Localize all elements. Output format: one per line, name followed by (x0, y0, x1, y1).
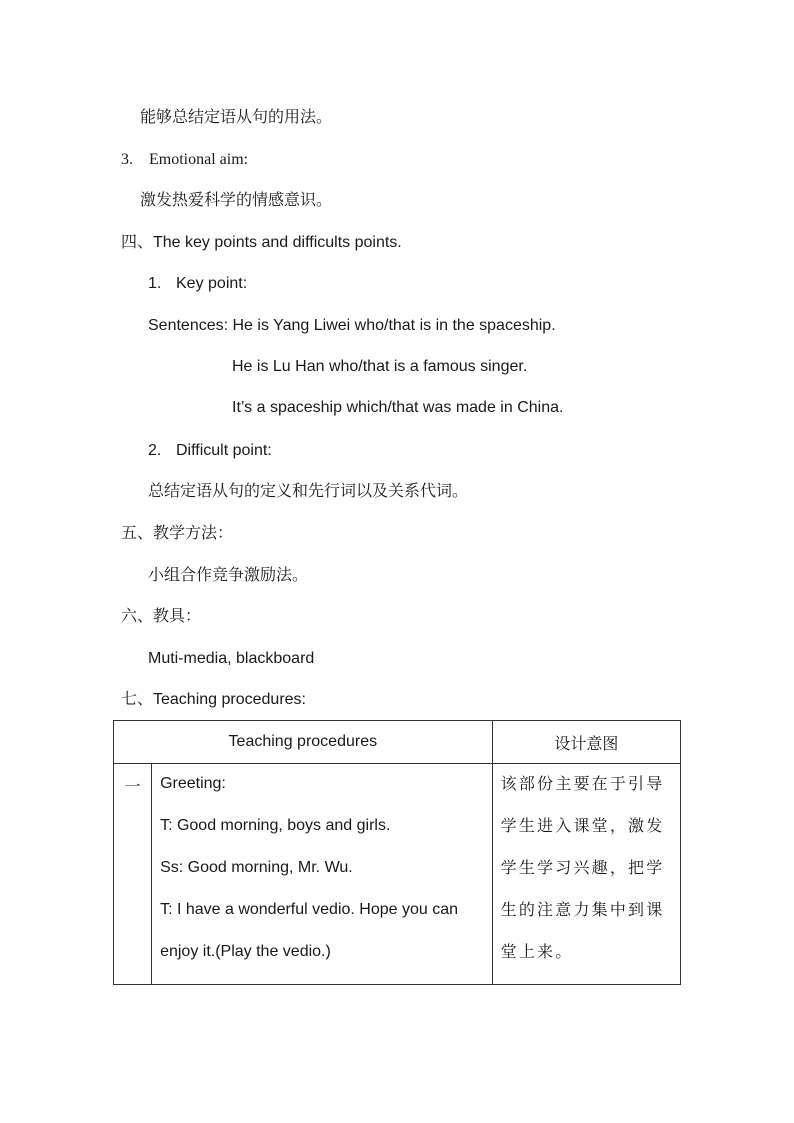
section-seven-heading: 七、Teaching procedures: (121, 691, 306, 708)
teaching-aids-text: Muti-media, blackboard (148, 650, 315, 667)
intent-line: 该部份主要在于引导 (500, 776, 665, 793)
difficult-point-heading (148, 441, 272, 461)
header-teaching-procedures: Teaching procedures (114, 721, 493, 764)
procedure-line: enjoy it.(Play the vedio.) (160, 943, 331, 960)
procedure-cell (152, 764, 493, 985)
procedure-line: T: I have a wonderful vedio. Hope you can (160, 901, 459, 918)
sentence-line-2: He is Lu Han who/that is a famous singer. (232, 358, 528, 375)
intent-line: 生的注意力集中到课 (500, 902, 665, 919)
table-header-row (114, 721, 681, 764)
teaching-method-text: 小组合作竞争激励法。 (148, 567, 309, 584)
summary-ability-text: 能够总结定语从句的用法。 (140, 109, 333, 126)
item-number: 2. (148, 442, 162, 459)
intent-line: 堂上来。 (500, 944, 574, 961)
sentence-line-3: It’s a spaceship which/that was made in China. (232, 399, 564, 416)
procedure-line: T: Good morning, boys and girls. (160, 817, 391, 834)
item-number: 3. (121, 151, 133, 168)
intent-cell (492, 764, 680, 985)
heading-label: Difficult point: (176, 442, 272, 459)
header-design-intent: 设计意图 (492, 721, 680, 764)
intent-line: 学生进入课堂，激发 (500, 818, 665, 835)
emotional-aim-text: 激发热爱科学的情感意识。 (140, 192, 333, 209)
item-number: 1. (148, 275, 162, 292)
procedure-line: Ss: Good morning, Mr. Wu. (160, 859, 353, 876)
sentence-line-1: Sentences: He is Yang Liwei who/that is in the spaceship. (148, 317, 556, 334)
heading-label: Key point: (176, 275, 248, 292)
section-four-heading: 四、The key points and difficults points. (121, 234, 402, 251)
section-five-heading: 五、教学方法： (121, 525, 234, 542)
row-index: 一 (114, 764, 152, 985)
intent-line: 学生学习兴趣，把学 (500, 860, 665, 877)
emotional-aim-heading (121, 150, 248, 170)
table-row (114, 764, 681, 985)
difficult-point-text: 总结定语从句的定义和先行词以及关系代词。 (148, 483, 469, 500)
procedure-line: Greeting: (160, 775, 226, 792)
procedures-table (113, 720, 681, 985)
section-six-heading: 六、教具： (121, 608, 202, 625)
key-point-heading (148, 274, 247, 294)
heading-label: Emotional aim: (149, 151, 249, 168)
